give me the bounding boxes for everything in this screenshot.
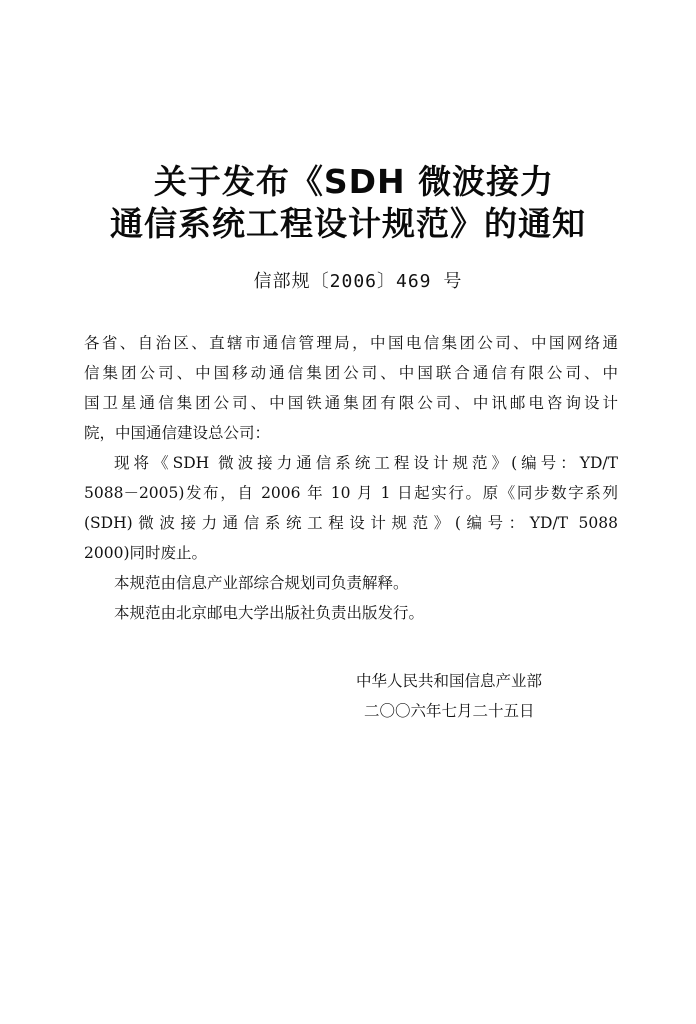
body-line: 现将《SDH 微波接力通信系统工程设计规范》(编号：YD/T	[114, 454, 618, 472]
issuer-signature: 中华人民共和国信息产业部	[356, 672, 543, 690]
body-line: 本规范由信息产业部综合规划司负责解释。	[114, 574, 409, 592]
issue-date: 二〇〇六年七月二十五日	[364, 702, 535, 720]
body-line: 本规范由北京邮电大学出版社负责出版发行。	[114, 604, 425, 622]
body-line: (SDH)微波接力通信系统工程设计规范》(编号：YD/T 5088	[84, 514, 618, 532]
body-line: 5088－2005)发布，自 2006 年 10 月 1 日起实行。原《同步数字系列	[84, 484, 618, 502]
addressee-line: 信集团公司、中国移动通信集团公司、中国联合通信有限公司、中	[84, 364, 618, 382]
body-line: 2000)同时废止。	[84, 544, 207, 562]
title-line-1: 关于发布《SDH 微波接力	[153, 162, 555, 201]
document-number: 信部规〔2006〕469 号	[253, 271, 463, 292]
addressee-line: 院，中国通信建设总公司：	[84, 424, 271, 442]
addressee-line: 国卫星通信集团公司、中国铁通集团有限公司、中讯邮电咨询设计	[84, 394, 618, 412]
title-line-2: 通信系统工程设计规范》的通知	[110, 204, 586, 243]
addressee-line: 各省、自治区、直辖市通信管理局，中国电信集团公司、中国网络通	[84, 334, 618, 352]
